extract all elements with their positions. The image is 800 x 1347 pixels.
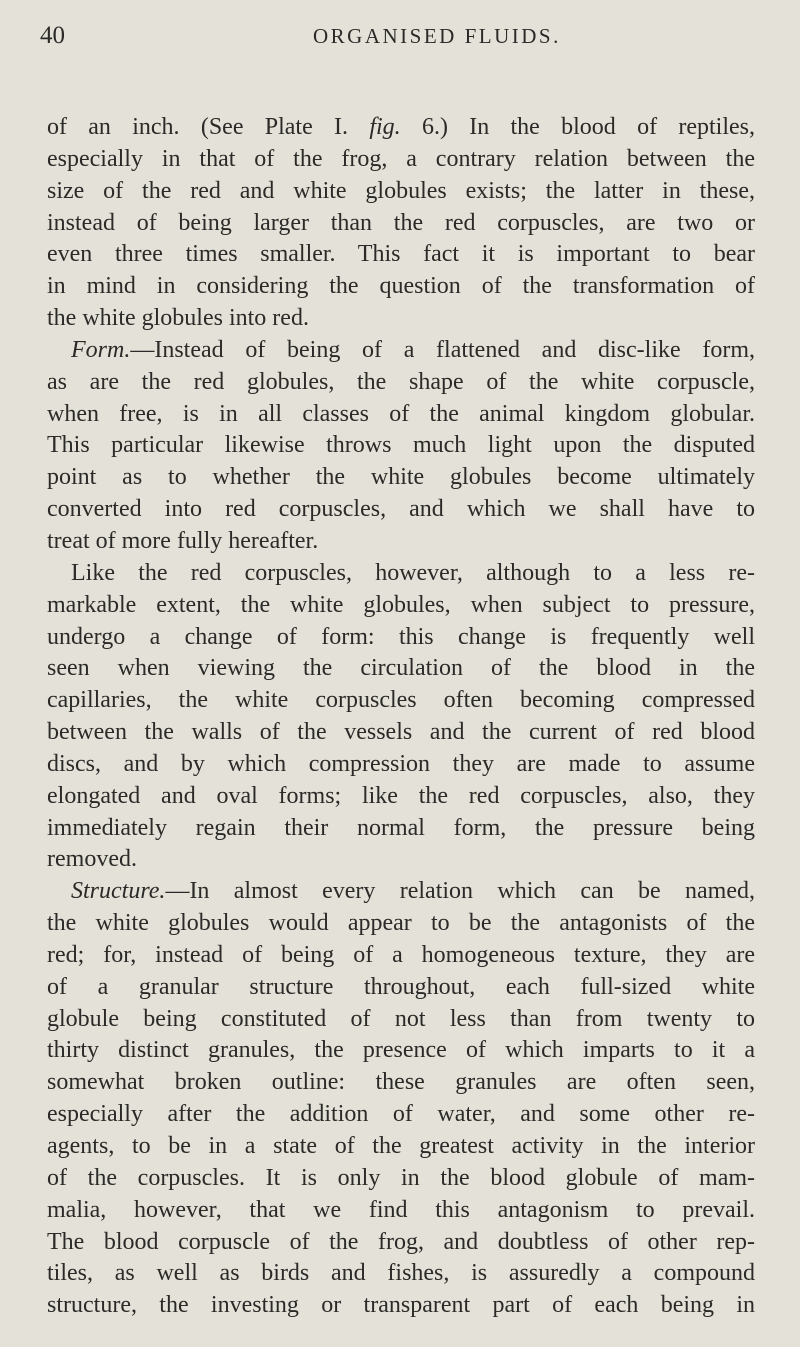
text-line (47, 781, 755, 813)
text-line (47, 749, 755, 781)
text-line (47, 685, 755, 717)
text-segment: converted into red corpuscles, and which we shall have to (47, 496, 755, 523)
text-segment: Like the red corpuscles, however, although to a less re- (71, 559, 755, 586)
page-number: 40 (40, 22, 65, 49)
text-line (47, 208, 755, 240)
text-segment: of an inch. (See Plate I. (47, 114, 370, 140)
text-line (47, 271, 755, 303)
text-segment: markable extent, the white globules, when subject to pressure, (47, 591, 755, 618)
text-segment: capillaries, the white corpuscles often becoming compressed (47, 687, 755, 714)
italic-heading: Form. (71, 336, 131, 363)
text-line (47, 653, 755, 685)
text-line (47, 1163, 755, 1195)
text-line (47, 303, 755, 335)
text-segment: of a granular structure throughout, each full-sized white (47, 973, 755, 1000)
text-segment: tiles, as well as birds and fishes, is assuredly a compound (47, 1260, 755, 1287)
text-line (47, 876, 755, 908)
body-text (47, 112, 755, 1322)
text-segment: in mind in considering the question of the transformation of (47, 273, 755, 300)
text-line (47, 1195, 755, 1227)
italic-heading: Structure. (71, 878, 166, 905)
text-line (47, 558, 755, 590)
text-line (47, 717, 755, 749)
text-segment: 6.) In the blood of reptiles, (400, 114, 756, 140)
text-segment: undergo a change of form: this change is frequently well (47, 623, 755, 650)
text-segment: treat of more fully hereafter. (47, 527, 319, 554)
text-line (47, 1290, 755, 1322)
text-segment: thirty distinct granules, the presence of which imparts to it a (47, 1037, 755, 1064)
text-line (47, 430, 755, 462)
running-title: ORGANISED FLUIDS. (313, 24, 561, 48)
text-segment: discs, and by which compression they are made to assume (47, 750, 755, 777)
text-line (47, 972, 755, 1004)
text-line (47, 367, 755, 399)
text-line (47, 1067, 755, 1099)
text-line (47, 844, 755, 876)
text-segment: —Instead of being of a flattened and disc-like form, (130, 336, 755, 363)
text-line (47, 1258, 755, 1290)
text-line (47, 335, 755, 367)
text-segment: especially in that of the frog, a contrary relation between the (47, 145, 755, 172)
text-line (47, 526, 755, 558)
text-segment: seen when viewing the circulation of the blood in the (47, 655, 755, 682)
text-segment: point as to whether the white globules become ultimately (47, 464, 755, 491)
text-line (47, 1227, 755, 1259)
text-segment: malia, however, that we find this antagonism to prevail. (47, 1196, 755, 1223)
text-line (47, 399, 755, 431)
text-line (47, 176, 755, 208)
text-segment: This particular likewise throws much light upon the disputed (47, 432, 755, 459)
text-segment: as are the red globules, the shape of the white corpuscle, (47, 368, 755, 395)
text-line (47, 940, 755, 972)
text-segment: red; for, instead of being of a homogeneous texture, they are (47, 941, 755, 968)
text-segment: even three times smaller. This fact it is important to bear (47, 241, 755, 268)
text-segment: the white globules would appear to be the antagonists of the (47, 910, 755, 937)
text-line (47, 462, 755, 494)
text-segment: —In almost every relation which can be named, (165, 878, 755, 905)
text-segment: instead of being larger than the red corpuscles, are two or (47, 209, 755, 236)
text-line (47, 239, 755, 271)
page-header (0, 22, 800, 62)
text-line (47, 622, 755, 654)
text-segment: the white globules into red. (47, 305, 309, 332)
text-segment: agents, to be in a state of the greatest activity in the interior (47, 1133, 755, 1159)
text-segment: immediately regain their normal form, the pressure being (47, 814, 755, 841)
text-segment: globule being constituted of not less than from twenty to (47, 1005, 755, 1032)
text-line (47, 112, 755, 144)
italic-heading: fig. (369, 114, 401, 140)
text-segment: The blood corpuscle of the frog, and doubtless of other rep- (47, 1228, 755, 1255)
text-segment: when free, is in all classes of the animal kingdom globular. (47, 400, 755, 427)
text-segment: especially after the addition of water, and some other re- (47, 1101, 755, 1128)
text-segment: removed. (47, 846, 137, 873)
text-segment: structure, the investing or transparent part of each being in (47, 1292, 755, 1319)
text-line (47, 1099, 755, 1131)
text-line (47, 1035, 755, 1067)
text-line (47, 1131, 755, 1163)
text-segment: of the corpuscles. It is only in the blood globule of mam- (47, 1164, 755, 1191)
text-segment: size of the red and white globules exists; the latter in these, (47, 177, 755, 204)
text-line (47, 1004, 755, 1036)
text-line (47, 144, 755, 176)
text-line (47, 590, 755, 622)
text-line (47, 494, 755, 526)
text-segment: somewhat broken outline: these granules are often seen, (47, 1069, 755, 1096)
text-segment: elongated and oval forms; like the red corpuscles, also, they (47, 782, 755, 809)
text-segment: between the walls of the vessels and the current of red blood (47, 719, 755, 746)
text-line (47, 813, 755, 845)
text-line (47, 908, 755, 940)
